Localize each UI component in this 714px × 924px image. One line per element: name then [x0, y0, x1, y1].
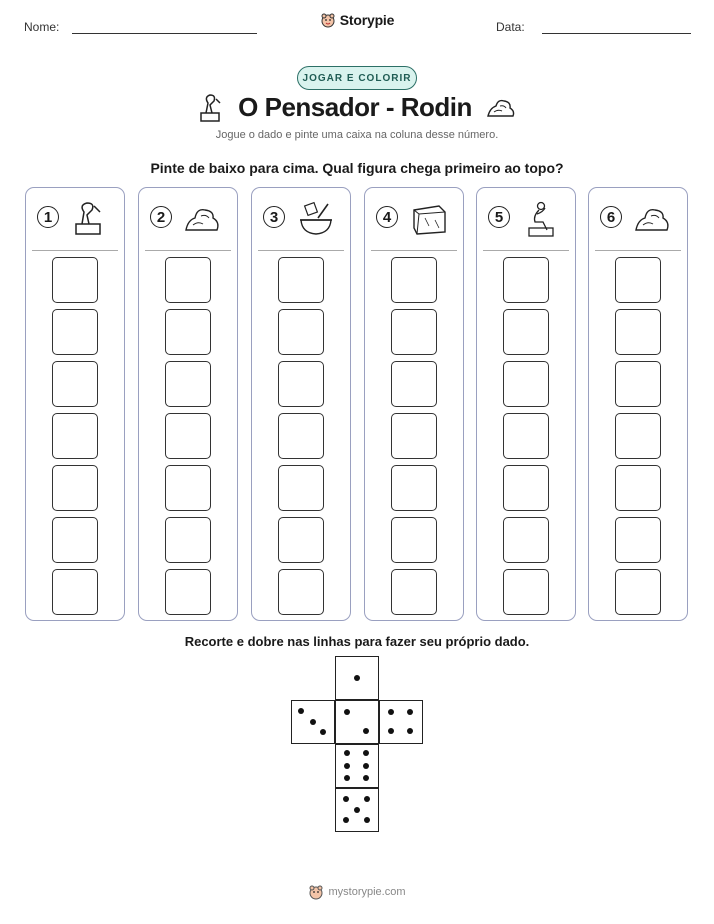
color-box[interactable]: [52, 257, 98, 303]
color-box[interactable]: [278, 309, 324, 355]
color-box[interactable]: [52, 413, 98, 459]
color-box[interactable]: [615, 413, 661, 459]
color-box[interactable]: [503, 309, 549, 355]
column-header: [365, 200, 463, 240]
dice-pip: [363, 775, 369, 781]
dice-pip: [388, 728, 394, 734]
clay-lump-icon: [486, 96, 516, 120]
clay-sculpting-icon: [70, 200, 110, 238]
dice-face-5: [335, 788, 379, 832]
color-box[interactable]: [278, 257, 324, 303]
dice-face-2: [335, 700, 379, 744]
mixing-bowl-icon: [296, 200, 336, 238]
thinker-statue-icon: [521, 200, 561, 238]
clay-sculpting-icon: [198, 93, 224, 123]
dice-pip: [363, 728, 369, 734]
color-box[interactable]: [52, 569, 98, 615]
color-box[interactable]: [391, 413, 437, 459]
color-box[interactable]: [165, 569, 211, 615]
color-box[interactable]: [165, 413, 211, 459]
dice-pip: [344, 709, 350, 715]
color-box[interactable]: [615, 517, 661, 563]
storypie-mascot-icon: [308, 884, 324, 900]
storypie-mascot-icon: [320, 12, 336, 28]
date-label: Data:: [496, 20, 525, 34]
column-2: [138, 187, 238, 621]
column-header: [26, 200, 124, 240]
subtitle: Jogue o dado e pinte uma caixa na coluna desse número.: [215, 129, 499, 141]
dice-face-6: [335, 744, 379, 788]
dice-pip: [354, 807, 360, 813]
name-line[interactable]: [72, 33, 257, 34]
column-header: [252, 200, 350, 240]
dice-pip: [298, 708, 304, 714]
color-box[interactable]: [278, 465, 324, 511]
dice-pip: [344, 750, 350, 756]
color-box[interactable]: [615, 309, 661, 355]
dice-face-4: [379, 700, 423, 744]
color-box[interactable]: [391, 361, 437, 407]
color-box[interactable]: [615, 465, 661, 511]
cut-instruction: Recorte e dobre nas linhas para fazer seu próprio dado.: [184, 634, 530, 649]
brand-name: Storypie: [339, 12, 395, 28]
page-title: O Pensador - Rodin: [238, 92, 472, 122]
color-box[interactable]: [503, 465, 549, 511]
clay-lump-icon: [183, 200, 223, 238]
color-box[interactable]: [278, 361, 324, 407]
color-box[interactable]: [615, 569, 661, 615]
color-box[interactable]: [391, 465, 437, 511]
name-label: Nome:: [24, 20, 60, 34]
date-line[interactable]: [542, 33, 691, 34]
column-number: 5: [488, 206, 510, 228]
color-box[interactable]: [52, 465, 98, 511]
dice-pip: [354, 675, 360, 681]
column-1: [25, 187, 125, 621]
color-box[interactable]: [165, 309, 211, 355]
color-box[interactable]: [615, 361, 661, 407]
color-box[interactable]: [503, 569, 549, 615]
color-box[interactable]: [165, 465, 211, 511]
color-box[interactable]: [503, 517, 549, 563]
color-box[interactable]: [503, 413, 549, 459]
instruction-heading: Pinte de baixo para cima. Qual figura chega primeiro ao topo?: [150, 160, 564, 176]
dice-face-1: [335, 656, 379, 700]
dice-pip: [363, 750, 369, 756]
color-box[interactable]: [391, 257, 437, 303]
color-box[interactable]: [278, 517, 324, 563]
column-number: 3: [263, 206, 285, 228]
column-4: [364, 187, 464, 621]
dice-pip: [343, 817, 349, 823]
color-box[interactable]: [278, 413, 324, 459]
column-divider: [483, 250, 569, 251]
column-3: [251, 187, 351, 621]
dice-pip: [310, 719, 316, 725]
footer-url[interactable]: mystorypie.com: [328, 886, 406, 898]
dice-pip: [320, 729, 326, 735]
color-box[interactable]: [503, 361, 549, 407]
color-box[interactable]: [503, 257, 549, 303]
dice-pip: [364, 796, 370, 802]
column-number: 6: [600, 206, 622, 228]
dice-pip: [388, 709, 394, 715]
color-box[interactable]: [391, 309, 437, 355]
color-box[interactable]: [165, 361, 211, 407]
dice-pip: [364, 817, 370, 823]
dice-pip: [344, 763, 350, 769]
dice-pip: [344, 775, 350, 781]
footer: [0, 884, 714, 900]
dice-pip: [407, 728, 413, 734]
column-header: [477, 200, 575, 240]
column-divider: [258, 250, 344, 251]
category-badge: JOGAR E COLORIR: [297, 66, 417, 90]
clay-lump-icon: [633, 200, 673, 238]
stone-block-icon: [409, 200, 449, 238]
color-box[interactable]: [52, 361, 98, 407]
title-row: [0, 92, 714, 123]
column-5: [476, 187, 576, 621]
column-divider: [371, 250, 457, 251]
color-box[interactable]: [165, 257, 211, 303]
color-box[interactable]: [165, 517, 211, 563]
column-number: 1: [37, 206, 59, 228]
column-divider: [32, 250, 118, 251]
dice-face-3: [291, 700, 335, 744]
column-header: [589, 200, 687, 240]
color-box[interactable]: [391, 517, 437, 563]
color-box[interactable]: [278, 569, 324, 615]
column-divider: [145, 250, 231, 251]
dice-pip: [407, 709, 413, 715]
color-box[interactable]: [391, 569, 437, 615]
column-number: 2: [150, 206, 172, 228]
column-number: 4: [376, 206, 398, 228]
brand-logo: [0, 12, 714, 28]
color-box[interactable]: [52, 517, 98, 563]
color-box[interactable]: [52, 309, 98, 355]
column-6: [588, 187, 688, 621]
column-divider: [595, 250, 681, 251]
color-box[interactable]: [615, 257, 661, 303]
dice-pip: [343, 796, 349, 802]
dice-pip: [363, 763, 369, 769]
column-header: [139, 200, 237, 240]
